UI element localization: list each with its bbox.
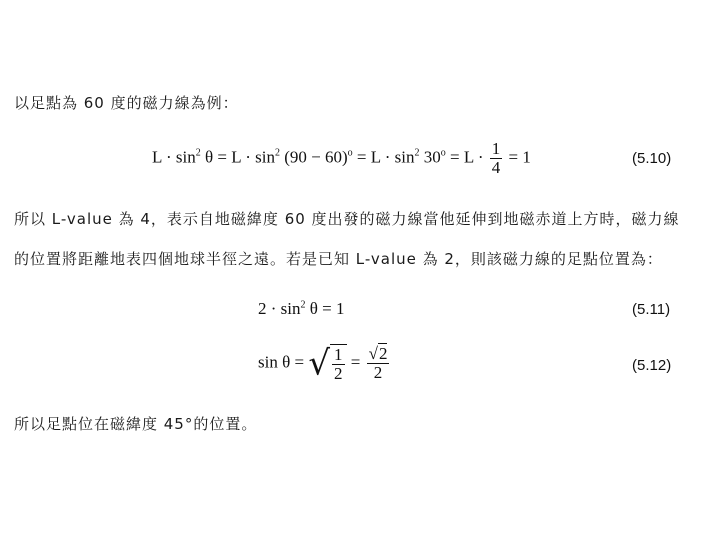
eq1-part3: (90 − 60) xyxy=(280,147,348,167)
eq2-part1: 2 · sin xyxy=(258,299,301,318)
paragraph-explanation-1: 所以 L-value 為 4，表示自地磁緯度 60 度出發的磁力線當他延伸到地磁赤道上方時，磁力線 xyxy=(14,210,680,228)
eq1-fraction xyxy=(490,140,503,177)
eq3-radical-sign: √ xyxy=(308,343,330,384)
eq3-frac2-sqrt xyxy=(369,345,388,363)
equation-5-10 xyxy=(152,140,531,177)
eq1-sup4: 2 xyxy=(414,147,420,159)
paragraph-conclusion: 所以足點位在磁緯度 45°的位置。 xyxy=(14,415,258,433)
eq1-sup5: o xyxy=(440,147,446,159)
eq3-frac1-numerator: 1 xyxy=(334,345,343,364)
eq1-sup1: 2 xyxy=(195,147,201,159)
equation-5-11 xyxy=(258,299,344,319)
equation-number-5-10: (5.10) xyxy=(632,150,672,167)
eq3-frac2 xyxy=(367,345,390,382)
eq2-part2: θ = 1 xyxy=(305,299,345,318)
eq3-frac2-radical: √ xyxy=(368,344,378,363)
eq3-equals: = xyxy=(346,352,365,372)
eq3-frac1 xyxy=(332,346,345,383)
eq3-part1: sin θ = xyxy=(258,352,309,372)
eq1-part5: 30 xyxy=(419,147,441,167)
eq3-frac2-denominator: 2 xyxy=(373,362,383,382)
eq1-part1: L · sin xyxy=(152,147,196,167)
eq1-frac-denominator: 4 xyxy=(491,157,501,177)
eq3-sqrt-body xyxy=(330,344,347,383)
paragraph-explanation-2: 的位置將距離地表四個地球半徑之遠。若是已知 L-value 為 2，則該磁力線的足點位置為： xyxy=(14,250,663,268)
paragraph-intro: 以足點為 60 度的磁力線為例： xyxy=(14,94,239,112)
eq1-frac-numerator: 1 xyxy=(491,139,501,158)
eq1-part2: θ = L · sin xyxy=(200,147,275,167)
eq2-sup1: 2 xyxy=(300,299,306,311)
eq3-sqrt xyxy=(308,344,346,383)
eq1-sup3: o xyxy=(347,147,353,159)
equation-number-5-12: (5.12) xyxy=(632,357,672,374)
eq3-frac1-denominator: 2 xyxy=(334,363,343,383)
equation-number-5-11: (5.11) xyxy=(632,301,671,318)
eq1-part6: = L · xyxy=(445,147,488,167)
eq1-part4: = L · sin xyxy=(352,147,415,167)
eq3-frac2-numerator xyxy=(367,345,390,364)
eq1-part7: = 1 xyxy=(504,147,531,167)
eq1-sup2: 2 xyxy=(275,147,280,159)
eq3-frac2-radicand: 2 xyxy=(378,344,388,363)
equation-5-12 xyxy=(258,344,391,383)
